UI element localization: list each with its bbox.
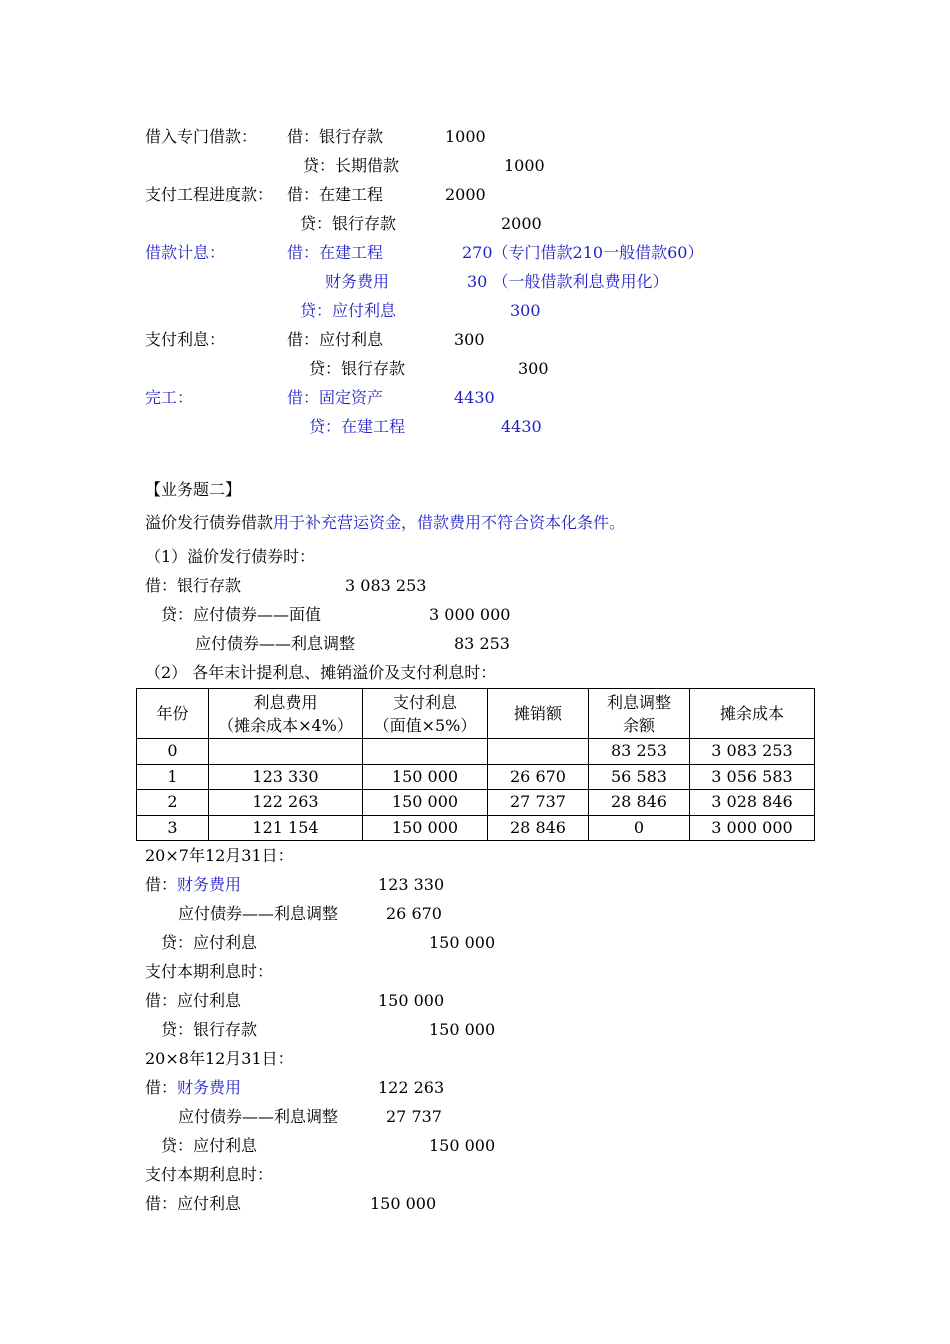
debit-account: 借：应付利息 xyxy=(145,991,242,1010)
credit-account: 贷：银行存款 xyxy=(161,1020,258,1039)
credit-amount: 4430 xyxy=(501,417,542,436)
header-interest-line1: 利息费用 xyxy=(253,692,318,712)
header-adjustment-balance xyxy=(589,689,690,739)
cell-balance: 0 xyxy=(589,815,690,841)
cell-interest xyxy=(209,739,363,765)
header-balance-line1: 利息调整 xyxy=(606,692,671,712)
pay-interest-heading: 支付本期利息时： xyxy=(145,962,274,981)
debit-amount: 26 670 xyxy=(386,904,442,923)
step-1-title: （1）溢价发行债券时： xyxy=(145,547,316,566)
intro-line xyxy=(145,513,625,533)
cell-amortization xyxy=(488,739,589,765)
cell-amortization: 26 670 xyxy=(488,764,589,790)
date-heading: 20×8年12月31日： xyxy=(145,1049,294,1068)
cell-paid: 150 000 xyxy=(363,764,488,790)
table-row xyxy=(137,739,815,765)
debit-account: 财务费用 xyxy=(177,1078,242,1097)
credit-amount: 300 xyxy=(510,301,541,320)
table-header-row xyxy=(137,689,815,739)
debit-amount: 300 xyxy=(454,330,485,349)
cell-year: 0 xyxy=(137,739,209,765)
credit-account: 贷：应付利息 xyxy=(161,1136,258,1155)
credit-account: 贷：应付利息 xyxy=(161,933,258,952)
cell-year: 1 xyxy=(137,764,209,790)
cell-balance: 83 253 xyxy=(589,739,690,765)
debit-account: 借：银行存款 xyxy=(287,127,384,146)
header-interest-expense xyxy=(209,689,363,739)
date-heading: 20×7年12月31日： xyxy=(145,846,294,865)
credit-amount: 3 000 000 xyxy=(429,605,511,624)
debit-amount: 3 083 253 xyxy=(345,576,427,595)
cell-paid: 150 000 xyxy=(363,815,488,841)
header-amortized-cost: 摊余成本 xyxy=(690,689,815,739)
cell-year: 3 xyxy=(137,815,209,841)
debit-account: 借：固定资产 xyxy=(287,388,384,407)
step-2-title: （2） 各年末计提利息、摊销溢价及支付利息时： xyxy=(145,663,497,682)
debit-prefix: 借： xyxy=(145,875,178,894)
debit-amount: 2000 xyxy=(445,185,486,204)
cell-cost: 3 056 583 xyxy=(690,764,815,790)
credit-amount: 2000 xyxy=(501,214,542,233)
intro-text-highlight: 用于补充营运资金，借款费用不符合资本化条件。 xyxy=(273,513,626,532)
cell-interest: 123 330 xyxy=(209,764,363,790)
section-heading: 【业务题二】 xyxy=(145,480,242,499)
credit-account: 贷：银行存款 xyxy=(300,214,397,233)
debit-prefix: 借： xyxy=(145,1078,178,1097)
cell-interest: 122 263 xyxy=(209,790,363,816)
header-amortization: 摊销额 xyxy=(488,689,589,739)
entry-label-completion: 完工： xyxy=(145,388,194,407)
debit-account: 借：在建工程 xyxy=(287,243,384,262)
cell-paid: 150 000 xyxy=(363,790,488,816)
entry-label-pay-interest: 支付利息： xyxy=(145,330,226,349)
intro-text: 溢价发行债券借款 xyxy=(145,513,274,532)
debit-amount: 150 000 xyxy=(370,1194,437,1213)
cell-interest: 121 154 xyxy=(209,815,363,841)
header-year: 年份 xyxy=(137,689,209,739)
table-row xyxy=(137,815,815,841)
debit-account: 财务费用 xyxy=(325,272,390,291)
debit-account: 应付债券——利息调整 xyxy=(178,904,339,923)
header-paid-line2: （面值×5%） xyxy=(373,715,477,735)
debit-amount: 27 737 xyxy=(386,1107,442,1126)
debit-amount: 1000 xyxy=(445,127,486,146)
header-interest-paid xyxy=(363,689,488,739)
debit-amount: 30 （一般借款利息费用化） xyxy=(467,272,669,291)
cell-cost: 3 000 000 xyxy=(690,815,815,841)
cell-balance: 28 846 xyxy=(589,790,690,816)
debit-account: 应付债券——利息调整 xyxy=(178,1107,339,1126)
header-interest-line2: （摊余成本×4%） xyxy=(218,715,353,735)
debit-amount: 123 330 xyxy=(378,875,445,894)
credit-account: 贷：应付利息 xyxy=(300,301,397,320)
debit-amount: 122 263 xyxy=(378,1078,445,1097)
credit-amount: 150 000 xyxy=(429,1136,496,1155)
header-paid-line1: 支付利息 xyxy=(392,692,457,712)
cell-amortization: 28 846 xyxy=(488,815,589,841)
debit-account: 借：银行存款 xyxy=(145,576,242,595)
table-row xyxy=(137,790,815,816)
debit-account: 借：应付利息 xyxy=(145,1194,242,1213)
credit-account: 贷：应付债券——面值 xyxy=(161,605,322,624)
credit-amount: 150 000 xyxy=(429,933,496,952)
credit-account: 贷：长期借款 xyxy=(303,156,400,175)
header-balance-line2: 余额 xyxy=(622,715,655,735)
amortization-table xyxy=(136,688,815,841)
credit-account: 贷：在建工程 xyxy=(309,417,406,436)
credit-amount: 83 253 xyxy=(454,634,510,653)
cell-amortization: 27 737 xyxy=(488,790,589,816)
credit-amount: 1000 xyxy=(504,156,545,175)
credit-account: 应付债券——利息调整 xyxy=(195,634,356,653)
debit-account: 借：应付利息 xyxy=(287,330,384,349)
cell-cost: 3 083 253 xyxy=(690,739,815,765)
debit-account: 借：在建工程 xyxy=(287,185,384,204)
debit-amount: 150 000 xyxy=(378,991,445,1010)
debit-amount: 4430 xyxy=(454,388,495,407)
debit-line xyxy=(145,875,241,895)
entry-label-progress-payment: 支付工程进度款： xyxy=(145,185,274,204)
debit-account: 财务费用 xyxy=(177,875,242,894)
cell-year: 2 xyxy=(137,790,209,816)
pay-interest-heading: 支付本期利息时： xyxy=(145,1165,274,1184)
debit-line xyxy=(145,1078,241,1098)
debit-amount: 270（专门借款210一般借款60） xyxy=(462,243,704,262)
credit-amount: 150 000 xyxy=(429,1020,496,1039)
credit-account: 贷：银行存款 xyxy=(309,359,406,378)
cell-paid xyxy=(363,739,488,765)
entry-label-interest-accrual: 借款计息： xyxy=(145,243,226,262)
credit-amount: 300 xyxy=(518,359,549,378)
cell-balance: 56 583 xyxy=(589,764,690,790)
cell-cost: 3 028 846 xyxy=(690,790,815,816)
entry-label-borrow: 借入专门借款： xyxy=(145,127,258,146)
table-row xyxy=(137,764,815,790)
